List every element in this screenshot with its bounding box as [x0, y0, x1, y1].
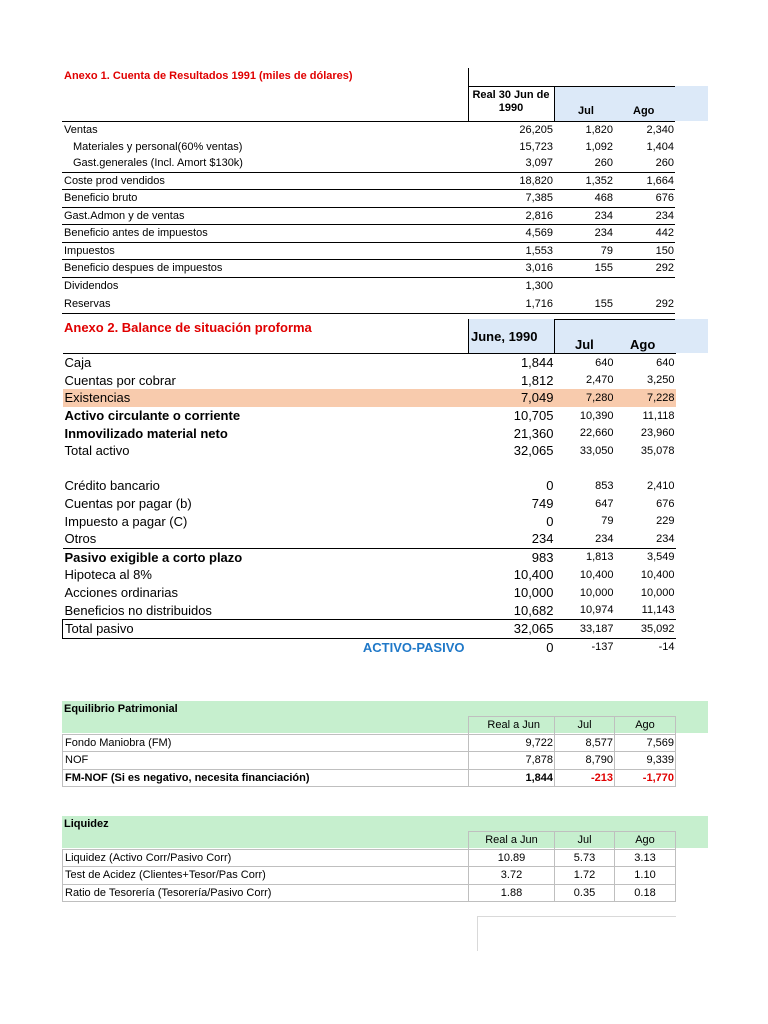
cell: 2,470: [585, 374, 614, 387]
cell: 1,352: [554, 172, 614, 190]
cell: 1.88: [469, 884, 555, 902]
cell: 234: [554, 225, 614, 243]
table-row: [63, 548, 676, 566]
cell: 3.13: [615, 849, 676, 867]
cell: 1.10: [615, 867, 676, 885]
cell: 292: [614, 260, 675, 278]
cell: 5.73: [555, 849, 615, 867]
anexo1-header-ago: Ago: [633, 105, 655, 117]
cell: 3,250: [646, 374, 675, 387]
table-row: [63, 769, 676, 787]
cell: 983: [469, 548, 555, 566]
cell: 2,816: [468, 207, 554, 225]
cell: 1,300: [468, 277, 554, 294]
row-label: Hipoteca al 8%: [64, 567, 152, 583]
cell: -1,770: [615, 769, 676, 787]
row-label: Beneficio antes de impuestos: [62, 225, 468, 243]
table-row: [63, 477, 676, 495]
cell: 0.18: [615, 884, 676, 902]
cell: 1,092: [585, 140, 613, 153]
equilibrio-header-ago: Ago: [615, 717, 676, 735]
cell: 10,000: [579, 586, 614, 599]
cell: -14: [658, 641, 675, 654]
cell: 21,360: [513, 425, 554, 441]
table-row: [62, 277, 675, 294]
row-label: Fondo Maniobra (FM): [63, 734, 469, 752]
anexo1-header-jul: Jul: [578, 105, 594, 117]
cell: 79: [554, 242, 614, 260]
anexo2-title: Anexo 2. Balance de situación proforma: [64, 320, 312, 335]
table-row: [63, 849, 676, 867]
table-row: [63, 512, 676, 530]
row-label: Acciones ordinarias: [64, 585, 178, 601]
cell: 35,078: [640, 444, 675, 457]
cell: 853: [595, 479, 614, 492]
anexo2-header-jul: Jul: [575, 337, 594, 352]
liquidez-table: [62, 831, 676, 902]
cell: 260: [594, 157, 613, 170]
row-label: [63, 460, 469, 478]
row-label: Reservas: [62, 294, 468, 314]
cell: 234: [554, 207, 614, 225]
liquidez-header-real: Real a Jun: [469, 832, 555, 850]
cell: 260: [655, 157, 674, 170]
cell: 1,404: [646, 140, 674, 153]
row-label: Impuesto a pagar (C): [64, 513, 188, 529]
cell: 10,000: [513, 585, 554, 601]
check-row: [63, 638, 676, 656]
cell: [614, 277, 675, 294]
cell: 9,722: [469, 734, 555, 752]
cell: 11,118: [642, 409, 675, 422]
cell: 0: [546, 478, 554, 494]
cell: 79: [601, 515, 614, 528]
row-label: Total activo: [64, 443, 130, 459]
cell: 0.35: [555, 884, 615, 902]
row-label: FM-NOF (Si es negativo, necesita financiación): [63, 769, 469, 787]
table-row: [63, 424, 676, 442]
cell: 155: [554, 294, 614, 314]
row-label: Materiales y personal(60% ventas): [73, 140, 243, 153]
row-label: Dividendos: [62, 277, 468, 294]
table-row-highlight: [63, 389, 676, 407]
equilibrio-header-real: Real a Jun: [469, 717, 555, 735]
cell: 3,549: [615, 548, 676, 566]
table-row: [63, 495, 676, 513]
cell: 292: [614, 294, 675, 314]
cell: 234: [595, 532, 614, 545]
cell: 15,723: [519, 140, 553, 153]
cell: 1,553: [468, 242, 554, 260]
cell: 468: [554, 190, 614, 208]
cell: 0: [546, 513, 554, 529]
table-row: [62, 190, 675, 208]
empty-cell-box: [477, 916, 676, 951]
cell: 10.89: [469, 849, 555, 867]
table-row: [63, 752, 676, 770]
anexo1-header-real: Real 30 Jun de 1990: [472, 89, 550, 114]
row-label: Cuentas por pagar (b): [64, 496, 192, 512]
cell: 7,228: [615, 389, 676, 407]
cell: 7,280: [555, 389, 615, 407]
cell: 9,339: [615, 752, 676, 770]
equilibrio-header-jul: Jul: [555, 717, 615, 735]
cell: 10,400: [513, 567, 554, 583]
row-label: Inmovilizado material neto: [64, 425, 228, 441]
cell: 7,569: [615, 734, 676, 752]
cell: 32,065: [469, 619, 555, 638]
cell: 4,569: [468, 225, 554, 243]
cell: 22,660: [579, 427, 614, 440]
anexo1-table: [62, 121, 675, 314]
table-row: [63, 407, 676, 425]
liquidez-header-jul: Jul: [555, 832, 615, 850]
cell: 2,410: [646, 479, 675, 492]
cell: 0: [546, 639, 554, 655]
anexo2-table: [62, 353, 676, 656]
row-label: Beneficio despues de impuestos: [62, 260, 468, 278]
row-label: Caja: [63, 354, 469, 372]
row-label: Pasivo exigible a corto plazo: [63, 548, 469, 566]
cell: 1,716: [468, 294, 554, 314]
row-label: Activo circulante o corriente: [64, 408, 241, 424]
cell: 234: [614, 207, 675, 225]
cell: 640: [555, 354, 615, 372]
cell: 1,813: [555, 548, 615, 566]
cell: 3,016: [468, 260, 554, 278]
table-row: [62, 242, 675, 260]
table-row-total: [63, 619, 676, 638]
cell: 155: [554, 260, 614, 278]
cell: 10,000: [640, 586, 675, 599]
table-row: [62, 207, 675, 225]
cell: 647: [595, 497, 614, 510]
cell: 1.72: [555, 867, 615, 885]
row-label: Ratio de Tesorería (Tesorería/Pasivo Corr): [63, 884, 469, 902]
cell: 35,092: [615, 619, 676, 638]
cell: [554, 277, 614, 294]
row-label: Liquidez (Activo Corr/Pasivo Corr): [63, 849, 469, 867]
table-row: [63, 530, 676, 548]
row-label: NOF: [63, 752, 469, 770]
header-row: [63, 717, 676, 735]
row-label: Beneficios no distribuidos: [64, 602, 212, 618]
cell: 11,143: [641, 604, 675, 617]
row-label: Crédito bancario: [64, 478, 160, 494]
cell: 1,844: [469, 769, 555, 787]
table-row: [63, 372, 676, 390]
row-label: Coste prod vendidos: [62, 172, 468, 190]
cell: 749: [531, 496, 554, 512]
cell: 1,664: [614, 172, 675, 190]
cell: 23,960: [640, 427, 675, 440]
cell: 18,820: [468, 172, 554, 190]
cell: 3.72: [469, 867, 555, 885]
cell: 1,812: [520, 372, 554, 388]
cell: 1,820: [554, 122, 614, 139]
cell: 10,400: [579, 568, 614, 581]
cell: 234: [656, 532, 675, 545]
header-row: [63, 832, 676, 850]
table-row: [63, 566, 676, 584]
cell: 8,577: [555, 734, 615, 752]
cell: 26,205: [468, 122, 554, 139]
cell: 7,049: [469, 389, 555, 407]
liquidez-header-ago: Ago: [615, 832, 676, 850]
table-row: [63, 601, 676, 619]
table-row: [63, 460, 676, 478]
cell: 676: [656, 497, 675, 510]
anexo2-header-ago: Ago: [630, 337, 656, 352]
table-row: [63, 442, 676, 460]
row-label: Gast.generales (Incl. Amort $130k): [73, 157, 243, 170]
anexo1-title: Anexo 1. Cuenta de Resultados 1991 (miles de dólares): [64, 70, 353, 82]
table-row: [62, 172, 675, 190]
table-row: [62, 260, 675, 278]
equilibrio-title: Equilibrio Patrimonial: [64, 703, 178, 715]
equilibrio-table: [62, 716, 676, 787]
liquidez-title: Liquidez: [64, 818, 109, 830]
cell: 33,050: [579, 444, 614, 457]
table-row: [62, 225, 675, 243]
row-label: Gast.Admon y de ventas: [62, 207, 468, 225]
row-label: Total pasivo: [63, 619, 469, 638]
table-row: [62, 122, 675, 139]
cell: 10,974: [579, 604, 614, 617]
cell: 8,790: [555, 752, 615, 770]
cell: 442: [614, 225, 675, 243]
cell: 2,340: [614, 122, 675, 139]
row-label: Otros: [64, 531, 97, 547]
table-row: [62, 155, 675, 172]
cell: 150: [614, 242, 675, 260]
cell: 676: [614, 190, 675, 208]
cell: -137: [591, 641, 614, 654]
cell: 33,187: [555, 619, 615, 638]
table-row: [63, 867, 676, 885]
cell: -213: [555, 769, 615, 787]
check-label: ACTIVO-PASIVO: [362, 639, 465, 655]
table-row: [63, 734, 676, 752]
table-row: [63, 584, 676, 602]
table-row: [62, 139, 675, 156]
cell: 229: [656, 515, 675, 528]
cell: 10,705: [513, 408, 554, 424]
table-row: [62, 294, 675, 314]
cell: 10,400: [640, 568, 675, 581]
row-label: Test de Acidez (Clientes+Tesor/Pas Corr): [63, 867, 469, 885]
cell: 640: [615, 354, 676, 372]
row-label: Impuestos: [62, 242, 468, 260]
cell: 3,097: [525, 157, 553, 170]
row-label: Beneficio bruto: [62, 190, 468, 208]
cell: 10,390: [579, 409, 614, 422]
anexo2-header-june: June, 1990: [471, 329, 538, 344]
cell: 7,878: [469, 752, 555, 770]
cell: 234: [531, 531, 554, 547]
row-label: Existencias: [63, 389, 469, 407]
table-row: [63, 884, 676, 902]
row-label: Ventas: [62, 122, 468, 139]
cell: 7,385: [468, 190, 554, 208]
row-label: Cuentas por cobrar: [64, 372, 176, 388]
table-row: [63, 354, 676, 372]
cell: 1,844: [469, 354, 555, 372]
cell: 32,065: [513, 443, 554, 459]
cell: 10,682: [513, 602, 554, 618]
